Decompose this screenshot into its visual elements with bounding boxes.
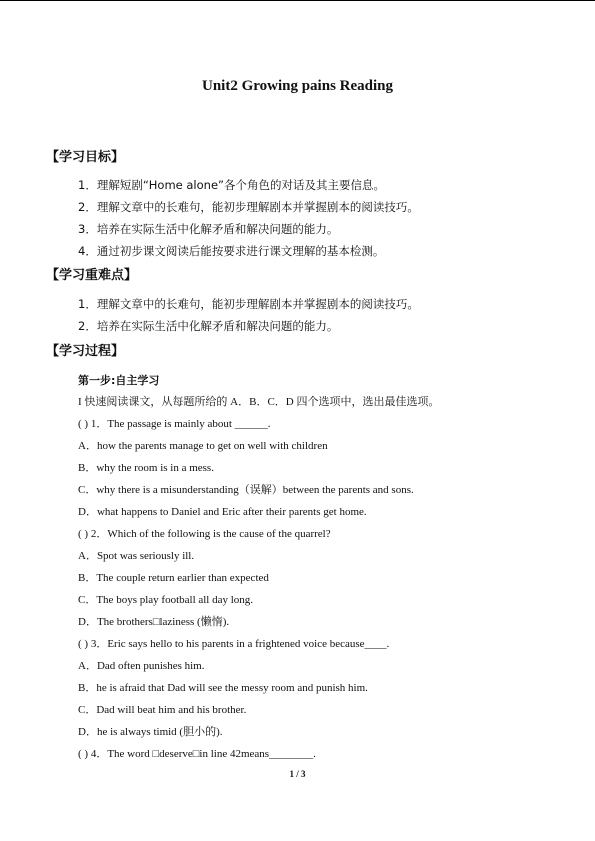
- option-line: C．why there is a misunderstanding（误解）between the parents and sons.: [78, 484, 414, 496]
- key-point-item: 1．理解文章中的长难句，能初步理解剧本并掌握剧本的阅读技巧。: [78, 297, 419, 311]
- question-3: ( ) 3．Eric says hello to his parents in a frightened voice because____.: [78, 638, 390, 650]
- step-heading: 第一步:自主学习: [78, 374, 160, 387]
- option-line: B．he is afraid that Dad will see the messy room and punish him.: [78, 682, 368, 694]
- key-point-item: 2．培养在实际生活中化解矛盾和解决问题的能力。: [78, 319, 339, 333]
- page-number: 1 / 3: [289, 769, 306, 779]
- option-line: A．how the parents manage to get on well with children: [78, 440, 328, 452]
- instruction-line: I 快速阅读课文，从每题所给的 A．B．C．D 四个选项中，选出最佳选项。: [78, 396, 440, 408]
- objective-item: 4．通过初步课文阅读后能按要求进行课文理解的基本检测。: [78, 244, 385, 258]
- option-line: C．Dad will beat him and his brother.: [78, 704, 247, 716]
- option-line: C．The boys play football all day long.: [78, 594, 254, 606]
- process-heading: 【学习过程】: [46, 344, 125, 359]
- option-line: B．The couple return earlier than expected: [78, 572, 269, 584]
- objective-item: 1．理解短剧“Home alone”各个角色的对话及其主要信息。: [78, 178, 385, 192]
- option-line: B．why the room is in a mess.: [78, 462, 214, 474]
- objectives-heading: 【学习目标】: [46, 150, 125, 165]
- top-rule: [0, 0, 595, 1]
- objective-item: 3．培养在实际生活中化解矛盾和解决问题的能力。: [78, 222, 339, 236]
- option-line: D．The brothers□laziness (懒惰).: [78, 616, 230, 628]
- page-title: Unit2 Growing pains Reading: [201, 78, 393, 94]
- key-points-heading: 【学习重难点】: [46, 268, 138, 283]
- objective-item: 2．理解文章中的长难句，能初步理解剧本并掌握剧本的阅读技巧。: [78, 200, 419, 214]
- option-line: A．Dad often punishes him.: [78, 660, 205, 672]
- question-1: ( ) 1．The passage is mainly about ______.: [78, 418, 271, 430]
- option-line: D．he is always timid (胆小的).: [78, 726, 223, 738]
- question-4: ( ) 4．The word □deserve□in line 42means________.: [78, 748, 316, 760]
- question-2: ( ) 2．Which of the following is the cause of the quarrel?: [78, 528, 331, 540]
- option-line: D．what happens to Daniel and Eric after their parents get home.: [78, 506, 367, 518]
- option-line: A．Spot was seriously ill.: [78, 550, 195, 562]
